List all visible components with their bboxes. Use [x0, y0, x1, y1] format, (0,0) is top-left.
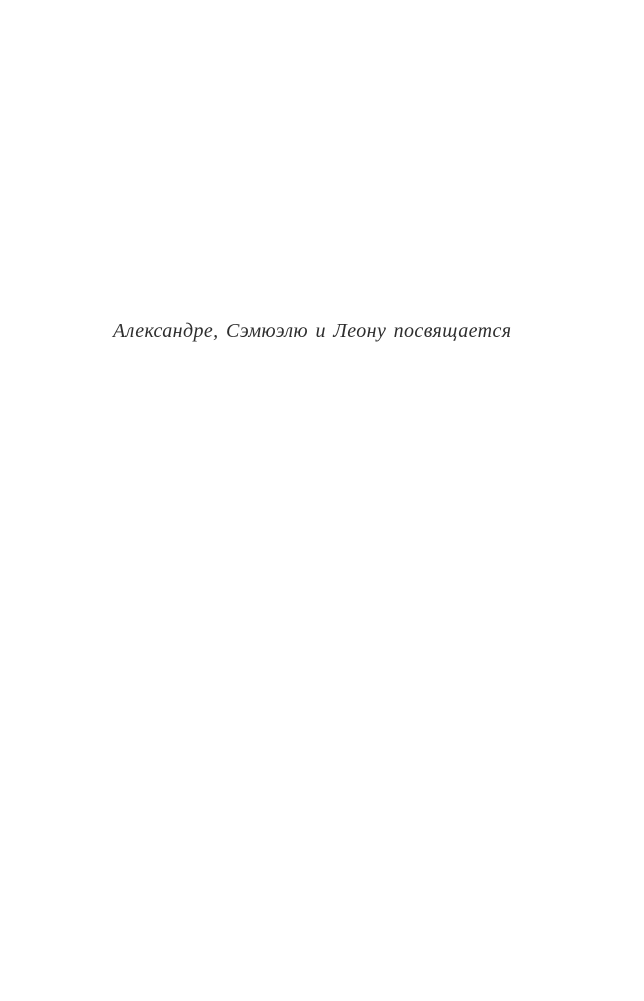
dedication-text: Александре, Сэмюэлю и Леону посвящается — [113, 320, 512, 342]
